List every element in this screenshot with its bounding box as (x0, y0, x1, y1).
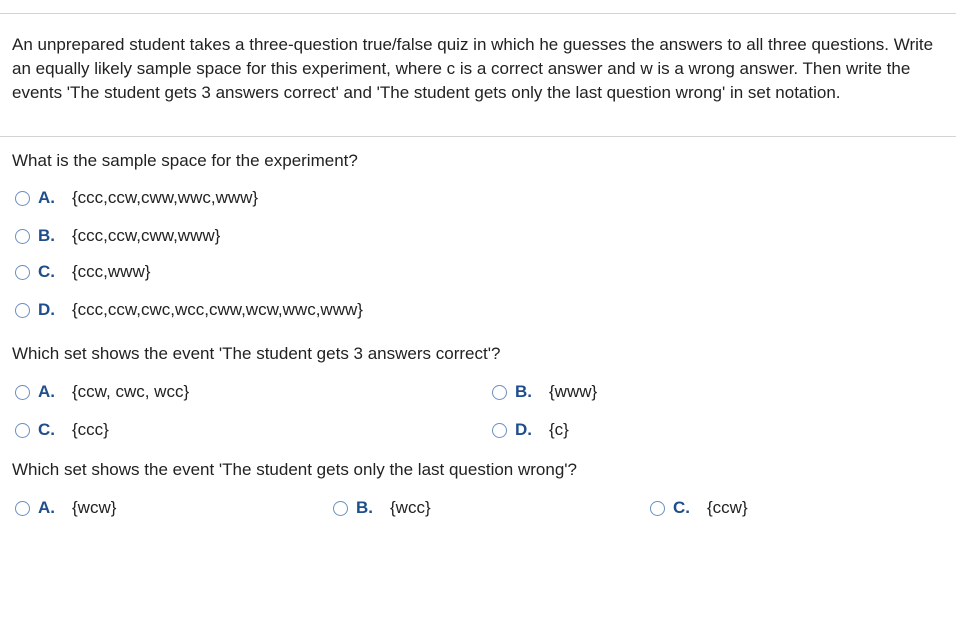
option-letter: C. (673, 498, 690, 517)
radio-button-icon[interactable] (15, 265, 30, 280)
q2-option-c[interactable] (15, 420, 109, 440)
problem-divider (0, 136, 956, 137)
q3-option-b[interactable] (333, 498, 431, 518)
question-3-text: Which set shows the event 'The student gets only the last question wrong'? (12, 460, 577, 479)
option-text: {ccc,www} (72, 262, 151, 281)
option-text: {wcw} (72, 498, 117, 517)
option-text: {www} (549, 382, 598, 401)
option-text: {ccw} (707, 498, 748, 517)
radio-button-icon[interactable] (650, 501, 665, 516)
q1-option-a[interactable] (15, 188, 258, 208)
q2-option-a[interactable] (15, 382, 189, 402)
q1-option-b[interactable] (15, 226, 220, 246)
question-1-text: What is the sample space for the experiment? (12, 151, 358, 170)
option-text: {ccc,ccw,cww,www} (72, 226, 221, 245)
option-text: {ccc,ccw,cwc,wcc,cww,wcw,wwc,www} (72, 300, 363, 319)
radio-button-icon[interactable] (15, 229, 30, 244)
option-text: {ccc} (72, 420, 109, 439)
radio-button-icon[interactable] (15, 501, 30, 516)
problem-statement: An unprepared student takes a three-question true/false quiz in which he guesses the answers to all three questions. Write an equally likely sample space for this experiment, where c is a correct answer and w is a wrong answer. Then write the events 'The student gets 3 answers correct' and 'The student gets only the last question wrong' in set notation. (12, 35, 934, 102)
question-2-text: Which set shows the event 'The student gets 3 answers correct'? (12, 344, 501, 363)
top-divider (0, 13, 956, 14)
option-letter: D. (38, 300, 55, 319)
option-letter: B. (356, 498, 373, 517)
option-text: {wcc} (390, 498, 431, 517)
radio-button-icon[interactable] (15, 303, 30, 318)
option-letter: A. (38, 382, 55, 401)
q1-option-d[interactable] (15, 300, 363, 320)
q3-option-a[interactable] (15, 498, 116, 518)
option-text: {ccw, cwc, wcc} (72, 382, 190, 401)
radio-button-icon[interactable] (15, 423, 30, 438)
radio-button-icon[interactable] (15, 385, 30, 400)
radio-button-icon[interactable] (15, 191, 30, 206)
option-letter: B. (515, 382, 532, 401)
option-text: {c} (549, 420, 569, 439)
option-letter: A. (38, 498, 55, 517)
radio-button-icon[interactable] (492, 423, 507, 438)
option-letter: C. (38, 420, 55, 439)
option-letter: A. (38, 188, 55, 207)
option-letter: B. (38, 226, 55, 245)
q2-option-b[interactable] (492, 382, 597, 402)
radio-button-icon[interactable] (492, 385, 507, 400)
radio-button-icon[interactable] (333, 501, 348, 516)
q1-option-c[interactable] (15, 262, 150, 282)
option-text: {ccc,ccw,cww,wwc,www} (72, 188, 259, 207)
option-letter: C. (38, 262, 55, 281)
option-letter: D. (515, 420, 532, 439)
q2-option-d[interactable] (492, 420, 569, 440)
q3-option-c[interactable] (650, 498, 748, 518)
